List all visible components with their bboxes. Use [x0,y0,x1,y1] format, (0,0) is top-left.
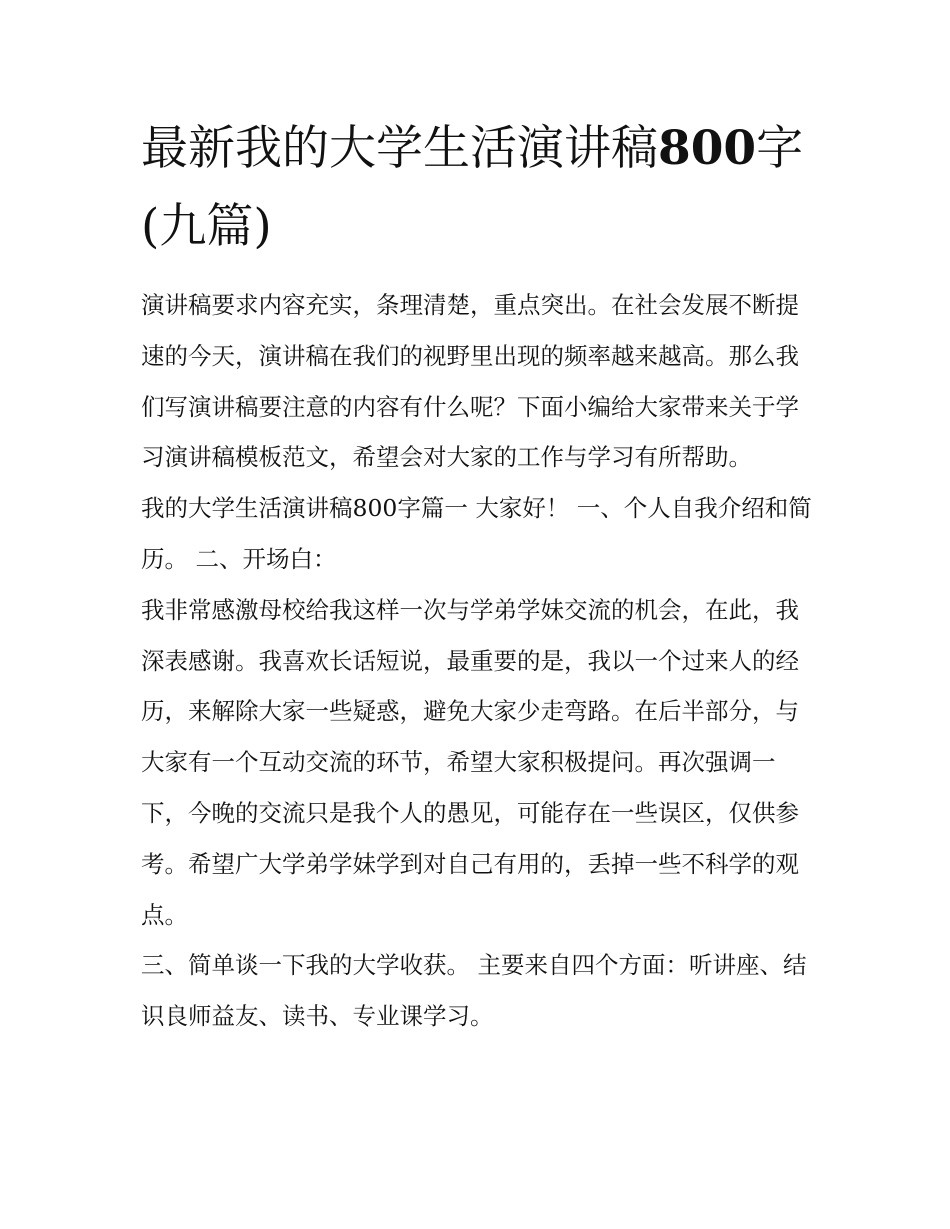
title-suffix: 字(九篇) [141,121,804,254]
paragraph-thanks: 我非常感激母校给我这样一次与学弟学妹交流的机会，在此，我深表感谢。我喜欢长话短说，最重要的是，我以一个过来人的经历，来解除大家一些疑惑，避免大家少走弯路。在后半部分，与大家有一个互动交流的环节，希望大家积极提问。再次强调一下，今晚的交流只是我个人的愚见，可能存在一些误区，仅供参考。希望广大学弟学妹学到对自己有用的，丢掉一些不科学的观点。 [141,595,799,929]
paragraph-speech-opening: 我的大学生活演讲稿800字篇一 大家好！ 一、个人自我介绍和简历。 二、开场白： [141,494,812,573]
document-page [141,110,813,1042]
document-title [141,110,813,266]
paragraph-intro: 演讲稿要求内容充实，条理清楚，重点突出。在社会发展不断提速的今天，演讲稿在我们的视野里出现的频率越来越高。那么我们写演讲稿要注意的内容有什么呢？下面小编给大家带来关于学习演讲稿模板范文，希望会对大家的工作与学习有所帮助。 [141,291,799,472]
title-number: 800 [658,121,757,176]
title-text: 最新我的大学生活演讲稿 [141,121,658,176]
paragraph-harvest: 三、简单谈一下我的大学收获。 主要来自四个方面：听讲座、结识良师益友、读书、专业课学习。 [141,951,807,1031]
document-body [141,280,813,1042]
